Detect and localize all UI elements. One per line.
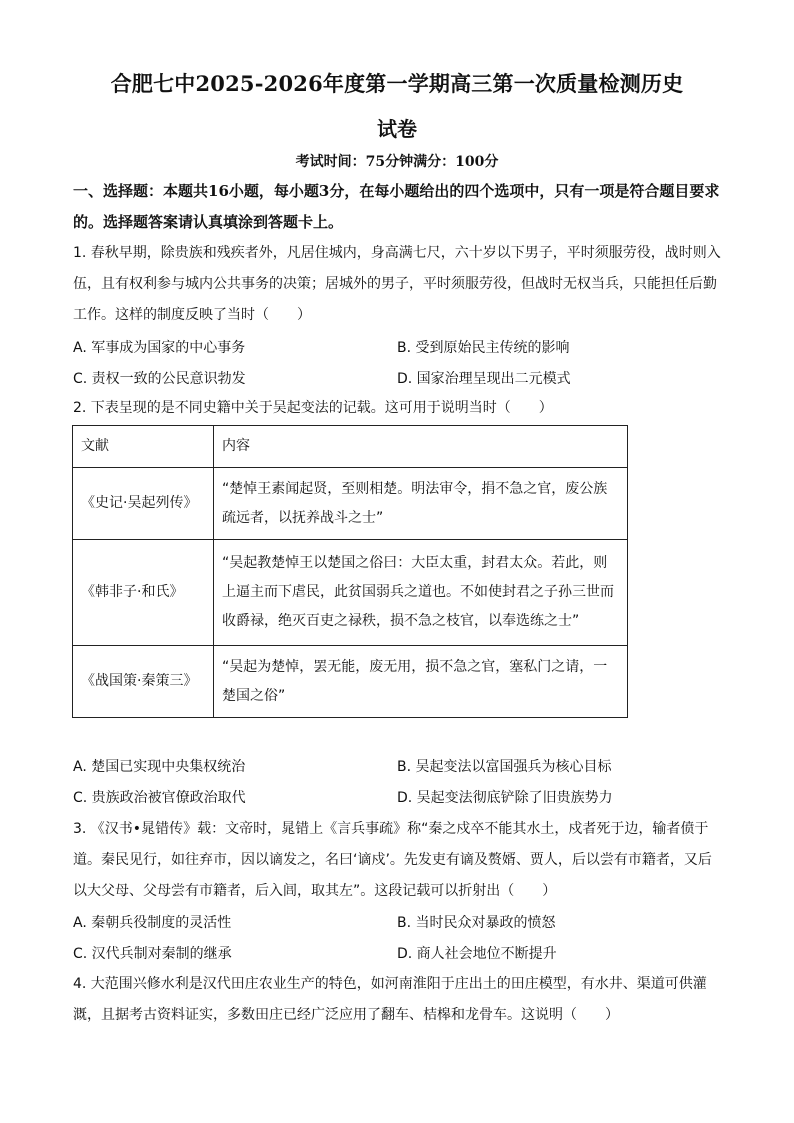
exam-title: 合肥七中2025-2026年度第一学期高三第一次质量检测历史 <box>110 71 684 96</box>
table-row <box>73 540 628 646</box>
table-cell-content: “吴起教楚悼王以楚国之俗曰：大臣太重，封君太众。若此，则上逼主而下虐民，此贫国弱兵之道也。不如使封君之子孙三世而收爵禄，绝灭百吏之禄秩，损不急之枝官，以奉选练之士” <box>214 540 628 646</box>
section-heading: 一、选择题：本题共16小题，每小题3分，在每小题给出的四个选项中，只有一项是符合题目要求的。选择题答案请认真填涂到答题卡上。 <box>73 182 720 231</box>
question-1-option-a: A. 军事成为国家的中心事务 <box>73 340 246 356</box>
exam-title-continued: 试卷 <box>377 117 417 141</box>
table-cell-content: “吴起为楚悼，罢无能，废无用，损不急之官，塞私门之请，一楚国之俗” <box>214 646 628 718</box>
question-3-option-a: A. 秦朝兵役制度的灵活性 <box>73 915 232 931</box>
question-2-option-d: D. 吴起变法彻底铲除了旧贵族势力 <box>397 790 613 806</box>
question-1-stem: 1. 春秋早期，除贵族和残疾者外，凡居住城内，身高满七尺，六十岁以下男子，平时须服劳役，战时则入伍，且有权利参与城内公共事务的决策；居城外的男子，平时须服劳役，但战时无权当兵，只能担任后勤工作。这样的制度反映了当时（ ） <box>73 245 721 323</box>
question-3-option-b: B. 当时民众对暴政的愤怒 <box>397 915 556 931</box>
question-1-option-c: C. 责权一致的公民意识勃发 <box>73 371 246 387</box>
question-3-option-c: C. 汉代兵制对秦制的继承 <box>73 946 232 962</box>
question-1-option-b: B. 受到原始民主传统的影响 <box>397 340 570 356</box>
question-2-source-table <box>72 425 628 718</box>
table-cell-source: 《战国策·秦策三》 <box>73 646 214 718</box>
question-1-option-d: D. 国家治理呈现出二元模式 <box>397 371 571 387</box>
question-2-option-c: C. 贵族政治被官僚政治取代 <box>73 790 246 806</box>
table-header-cell: 内容 <box>214 426 628 468</box>
table-cell-source: 《韩非子·和氏》 <box>73 540 214 646</box>
table-row <box>73 646 628 718</box>
question-3-option-d: D. 商人社会地位不断提升 <box>397 946 557 962</box>
table-header-row <box>73 426 628 468</box>
question-2-stem: 2. 下表呈现的是不同史籍中关于吴起变法的记载。这可用于说明当时（ ） <box>73 400 553 416</box>
table-header-cell: 文献 <box>73 426 214 468</box>
question-2-option-a: A. 楚国已实现中央集权统治 <box>73 759 246 775</box>
exam-time-and-score: 考试时间：75分钟满分：100分 <box>295 154 499 170</box>
table-row <box>73 468 628 540</box>
question-4-stem: 4. 大范围兴修水利是汉代田庄农业生产的特色，如河南淮阳于庄出土的田庄模型，有水井、渠道可供灌溉，且据考古资料证实，多数田庄已经广泛应用了翻车、桔槔和龙骨车。这说明（ ） <box>73 976 707 1023</box>
table-cell-source: 《史记·吴起列传》 <box>73 468 214 540</box>
question-3-stem: 3. 《汉书•晁错传》载：文帝时，晁错上《言兵事疏》称“秦之戍卒不能其水土，戍者死于边，输者偾于道。秦民见行，如往弃市，因以谪发之，名曰‘谪戍’。先发吏有谪及赘婿、贾人，后以尝有市籍者，又后以大父母、父母尝有市籍者，后入闾，取其左”。这段记载可以折射出（ ） <box>73 821 712 899</box>
table-cell-content: “楚悼王素闻起贤，至则相楚。明法审令，捐不急之官，废公族疏远者，以抚养战斗之士” <box>214 468 628 540</box>
question-2-option-b: B. 吴起变法以富国强兵为核心目标 <box>397 759 612 775</box>
